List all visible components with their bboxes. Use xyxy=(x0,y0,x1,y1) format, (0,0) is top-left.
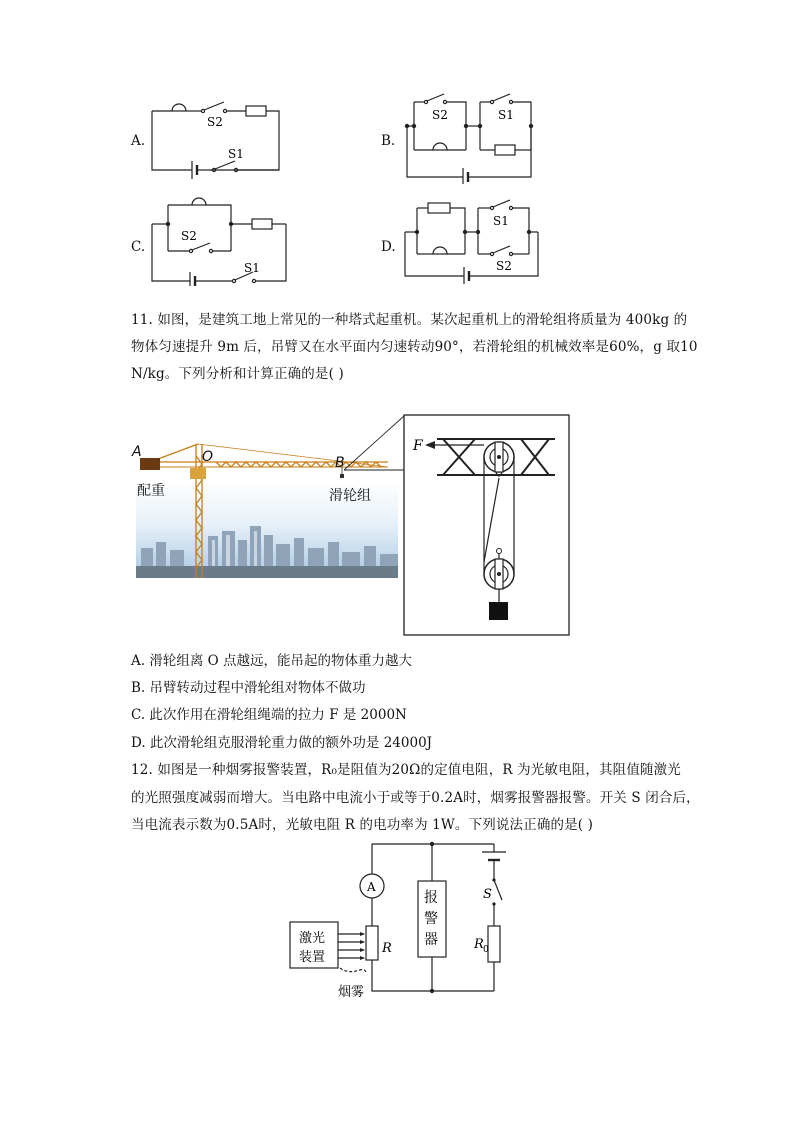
circuit-diagram-c xyxy=(150,193,295,286)
option-c-letter: C. xyxy=(131,239,146,255)
callout-lines xyxy=(340,414,410,474)
alarm-label: 报 xyxy=(424,890,438,906)
r0-subscript: 0 xyxy=(483,945,489,955)
q11-stem-line: 物体匀速提升 9m 后，吊臂又在水平面内匀速转动90°，若滑轮组的机械效率是60%，g 取10 xyxy=(131,339,698,355)
laser-label: 激光 xyxy=(299,931,326,946)
switch-label: S1 xyxy=(228,147,244,161)
label-pulley-block: 滑轮组 xyxy=(329,488,371,504)
q12-stem-line: 12. 如图是一种烟雾报警装置，R₀是阻值为20Ω的定值电阻，R 为光敏电阻，其阻值随激光 xyxy=(131,762,681,778)
label-b: B xyxy=(335,455,345,471)
circuit-diagram-d xyxy=(401,198,546,284)
option-b-letter: B. xyxy=(381,133,396,149)
circuit-diagram-b xyxy=(401,92,541,184)
q12-stem-line: 当电流表示数为0.5A时，光敏电阻 R 的电功率为 1W。下列说法正确的是( ) xyxy=(131,817,594,833)
q11-option-a[interactable]: A. 滑轮组离 O 点越远，能吊起的物体重力越大 xyxy=(131,653,412,669)
switch-label: S1 xyxy=(244,261,260,275)
label-a: A xyxy=(132,444,142,460)
alarm-label: 器 xyxy=(424,932,438,948)
q11-option-d[interactable]: D. 此次滑轮组克服滑轮重力做的额外功是 24000J xyxy=(131,735,433,751)
option-d-letter: D. xyxy=(381,239,396,255)
switch-label: S2 xyxy=(181,229,197,243)
switch-label: S2 xyxy=(207,115,223,129)
switch-label: S1 xyxy=(493,214,509,228)
switch-label: S1 xyxy=(498,108,514,122)
circuit-diagram-a xyxy=(150,95,290,180)
r0-label: R xyxy=(474,937,484,952)
ammeter-label: A xyxy=(367,880,376,894)
force-label: F xyxy=(413,438,423,454)
q11-option-b[interactable]: B. 吊臂转动过程中滑轮组对物体不做功 xyxy=(131,680,366,696)
smoke-alarm-circuit xyxy=(280,836,520,1004)
label-counterweight: 配重 xyxy=(137,483,165,499)
r-label: R xyxy=(382,941,392,956)
option-a-letter: A. xyxy=(131,133,146,149)
alarm-label: 警 xyxy=(424,911,438,927)
switch-label: S2 xyxy=(432,108,448,122)
q11-stem-line: 11. 如图，是建筑工地上常见的一种塔式起重机。某次起重机上的滑轮组将质量为 400kg 的 xyxy=(131,312,688,328)
label-o: O xyxy=(202,449,214,465)
smoke-label: 烟雾 xyxy=(338,985,365,1000)
switch-label: S xyxy=(483,887,492,902)
q11-stem-line: N/kg。下列分析和计算正确的是( ) xyxy=(131,366,344,382)
q11-option-c[interactable]: C. 此次作用在滑轮组绳端的拉力 F 是 2000N xyxy=(131,707,407,723)
q12-stem-line: 的光照强度减弱而增大。当电路中电流小于或等于0.2A时，烟雾报警器报警。开关 S 闭合后， xyxy=(131,790,700,806)
switch-label: S2 xyxy=(496,259,512,273)
pulley-detail-diagram xyxy=(403,414,571,636)
laser-label: 装置 xyxy=(299,950,326,965)
